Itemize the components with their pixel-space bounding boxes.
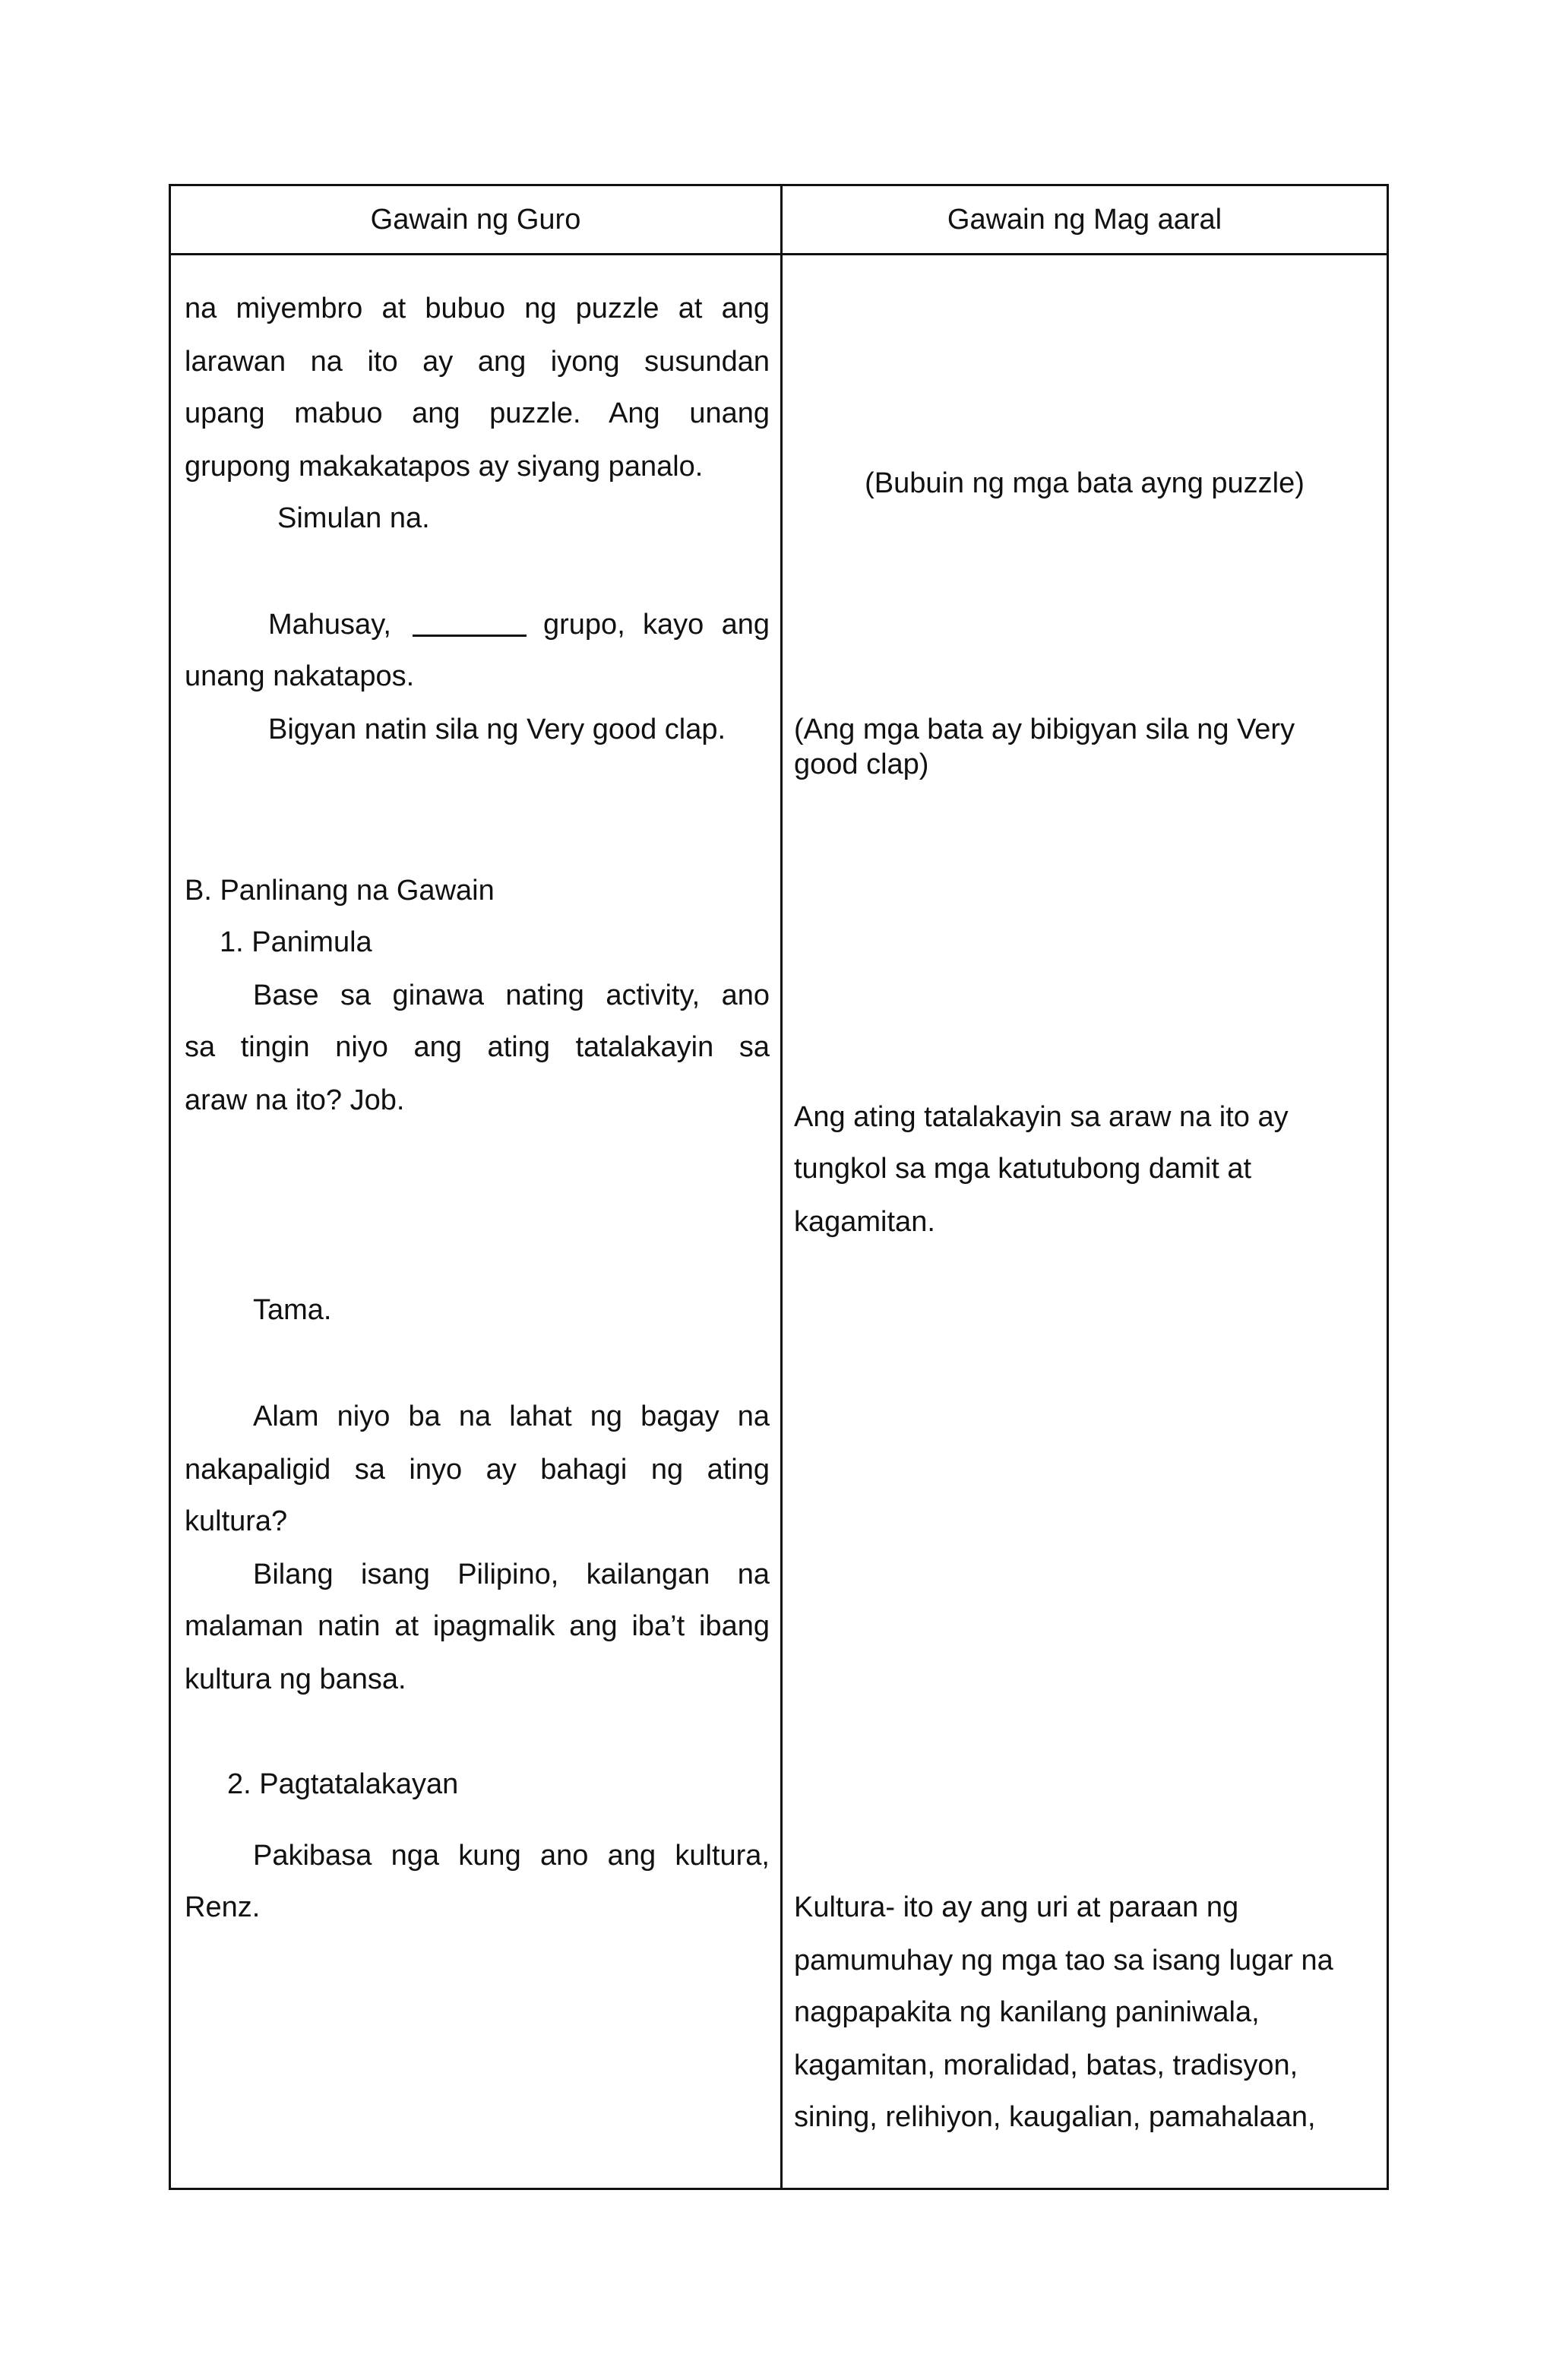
guro-base-line3: araw na ito? Job.: [185, 1084, 405, 1116]
guro-bigyan: Bigyan natin sila ng Very good clap.: [268, 714, 726, 745]
header-divider: [171, 253, 1387, 255]
lesson-plan-table: [169, 184, 1389, 2190]
guro-alam-line1: Alam niyo ba na lahat ng bagay na: [253, 1400, 770, 1432]
guro-pakibasa-line2: Renz.: [185, 1891, 261, 1923]
mag-aaral-kultura-line1: Kultura- ito ay ang uri at paraan ng: [794, 1891, 1239, 1923]
guro-base-line1: Base sa ginawa nating activity, ano: [253, 980, 770, 1011]
header-gawain-ng-guro: Gawain ng Guro: [370, 203, 581, 236]
item-2-pagtatalakayan: 2. Pagtatalakayan: [227, 1768, 459, 1800]
guro-tama: Tama.: [253, 1294, 332, 1326]
mag-aaral-tatalakayin-line2: tungkol sa mga katutubong damit at: [794, 1153, 1252, 1185]
guro-bilang-line2: malaman natin at ipagmalik ang iba’t ibang: [185, 1610, 770, 1642]
guro-alam-line2: nakapaligid sa inyo ay bahagi ng ating: [185, 1454, 770, 1486]
mag-aaral-clap-line1: (Ang mga bata ay bibigyan sila ng Very: [794, 714, 1295, 745]
item-1-panimula: 1. Panimula: [220, 926, 372, 958]
guro-bilang-line3: kultura ng bansa.: [185, 1663, 406, 1695]
guro-p1-line4: grupong makakatapos ay siyang panalo.: [185, 451, 704, 483]
guro-mahusay-a: Mahusay,: [268, 609, 391, 641]
guro-pakibasa-line1: Pakibasa nga kung ano ang kultura,: [253, 1840, 770, 1872]
mag-aaral-kultura-line4: kagamitan, moralidad, batas, tradisyon,: [794, 2049, 1298, 2081]
mag-aaral-kultura-line2: pamumuhay ng mga tao sa isang lugar na: [794, 1945, 1333, 1976]
guro-p1-line3: upang mabuo ang puzzle. Ang unang: [185, 397, 770, 429]
blank-line: [413, 612, 527, 637]
guro-base-line2: sa tingin niyo ang ating tatalakayin sa: [185, 1031, 770, 1063]
mag-aaral-tatalakayin-line1: Ang ating tatalakayin sa araw na ito ay: [794, 1101, 1289, 1133]
mag-aaral-bubuin: (Bubuin ng mga bata ayng puzzle): [865, 467, 1305, 499]
section-b-heading: B. Panlinang na Gawain: [185, 875, 495, 907]
mag-aaral-kultura-line5: sining, relihiyon, kaugalian, pamahalaan,: [794, 2101, 1316, 2133]
header-gawain-ng-mag-aaral: Gawain ng Mag aaral: [947, 203, 1222, 236]
guro-alam-line3: kultura?: [185, 1505, 288, 1537]
mag-aaral-kultura-line3: nagpapakita ng kanilang paniniwala,: [794, 1996, 1260, 2028]
guro-p1-line2: larawan na ito ay ang iyong susundan: [185, 346, 770, 378]
guro-bilang-line1: Bilang isang Pilipino, kailangan na: [253, 1559, 770, 1590]
guro-p1-line1: na miyembro at bubuo ng puzzle at ang: [185, 293, 770, 324]
guro-unang: unang nakatapos.: [185, 660, 415, 692]
guro-simulan: Simulan na.: [277, 502, 430, 534]
mag-aaral-clap-line2: good clap): [794, 748, 929, 780]
guro-mahusay-b: grupo, kayo ang: [543, 609, 770, 641]
mag-aaral-tatalakayin-line3: kagamitan.: [794, 1206, 935, 1238]
